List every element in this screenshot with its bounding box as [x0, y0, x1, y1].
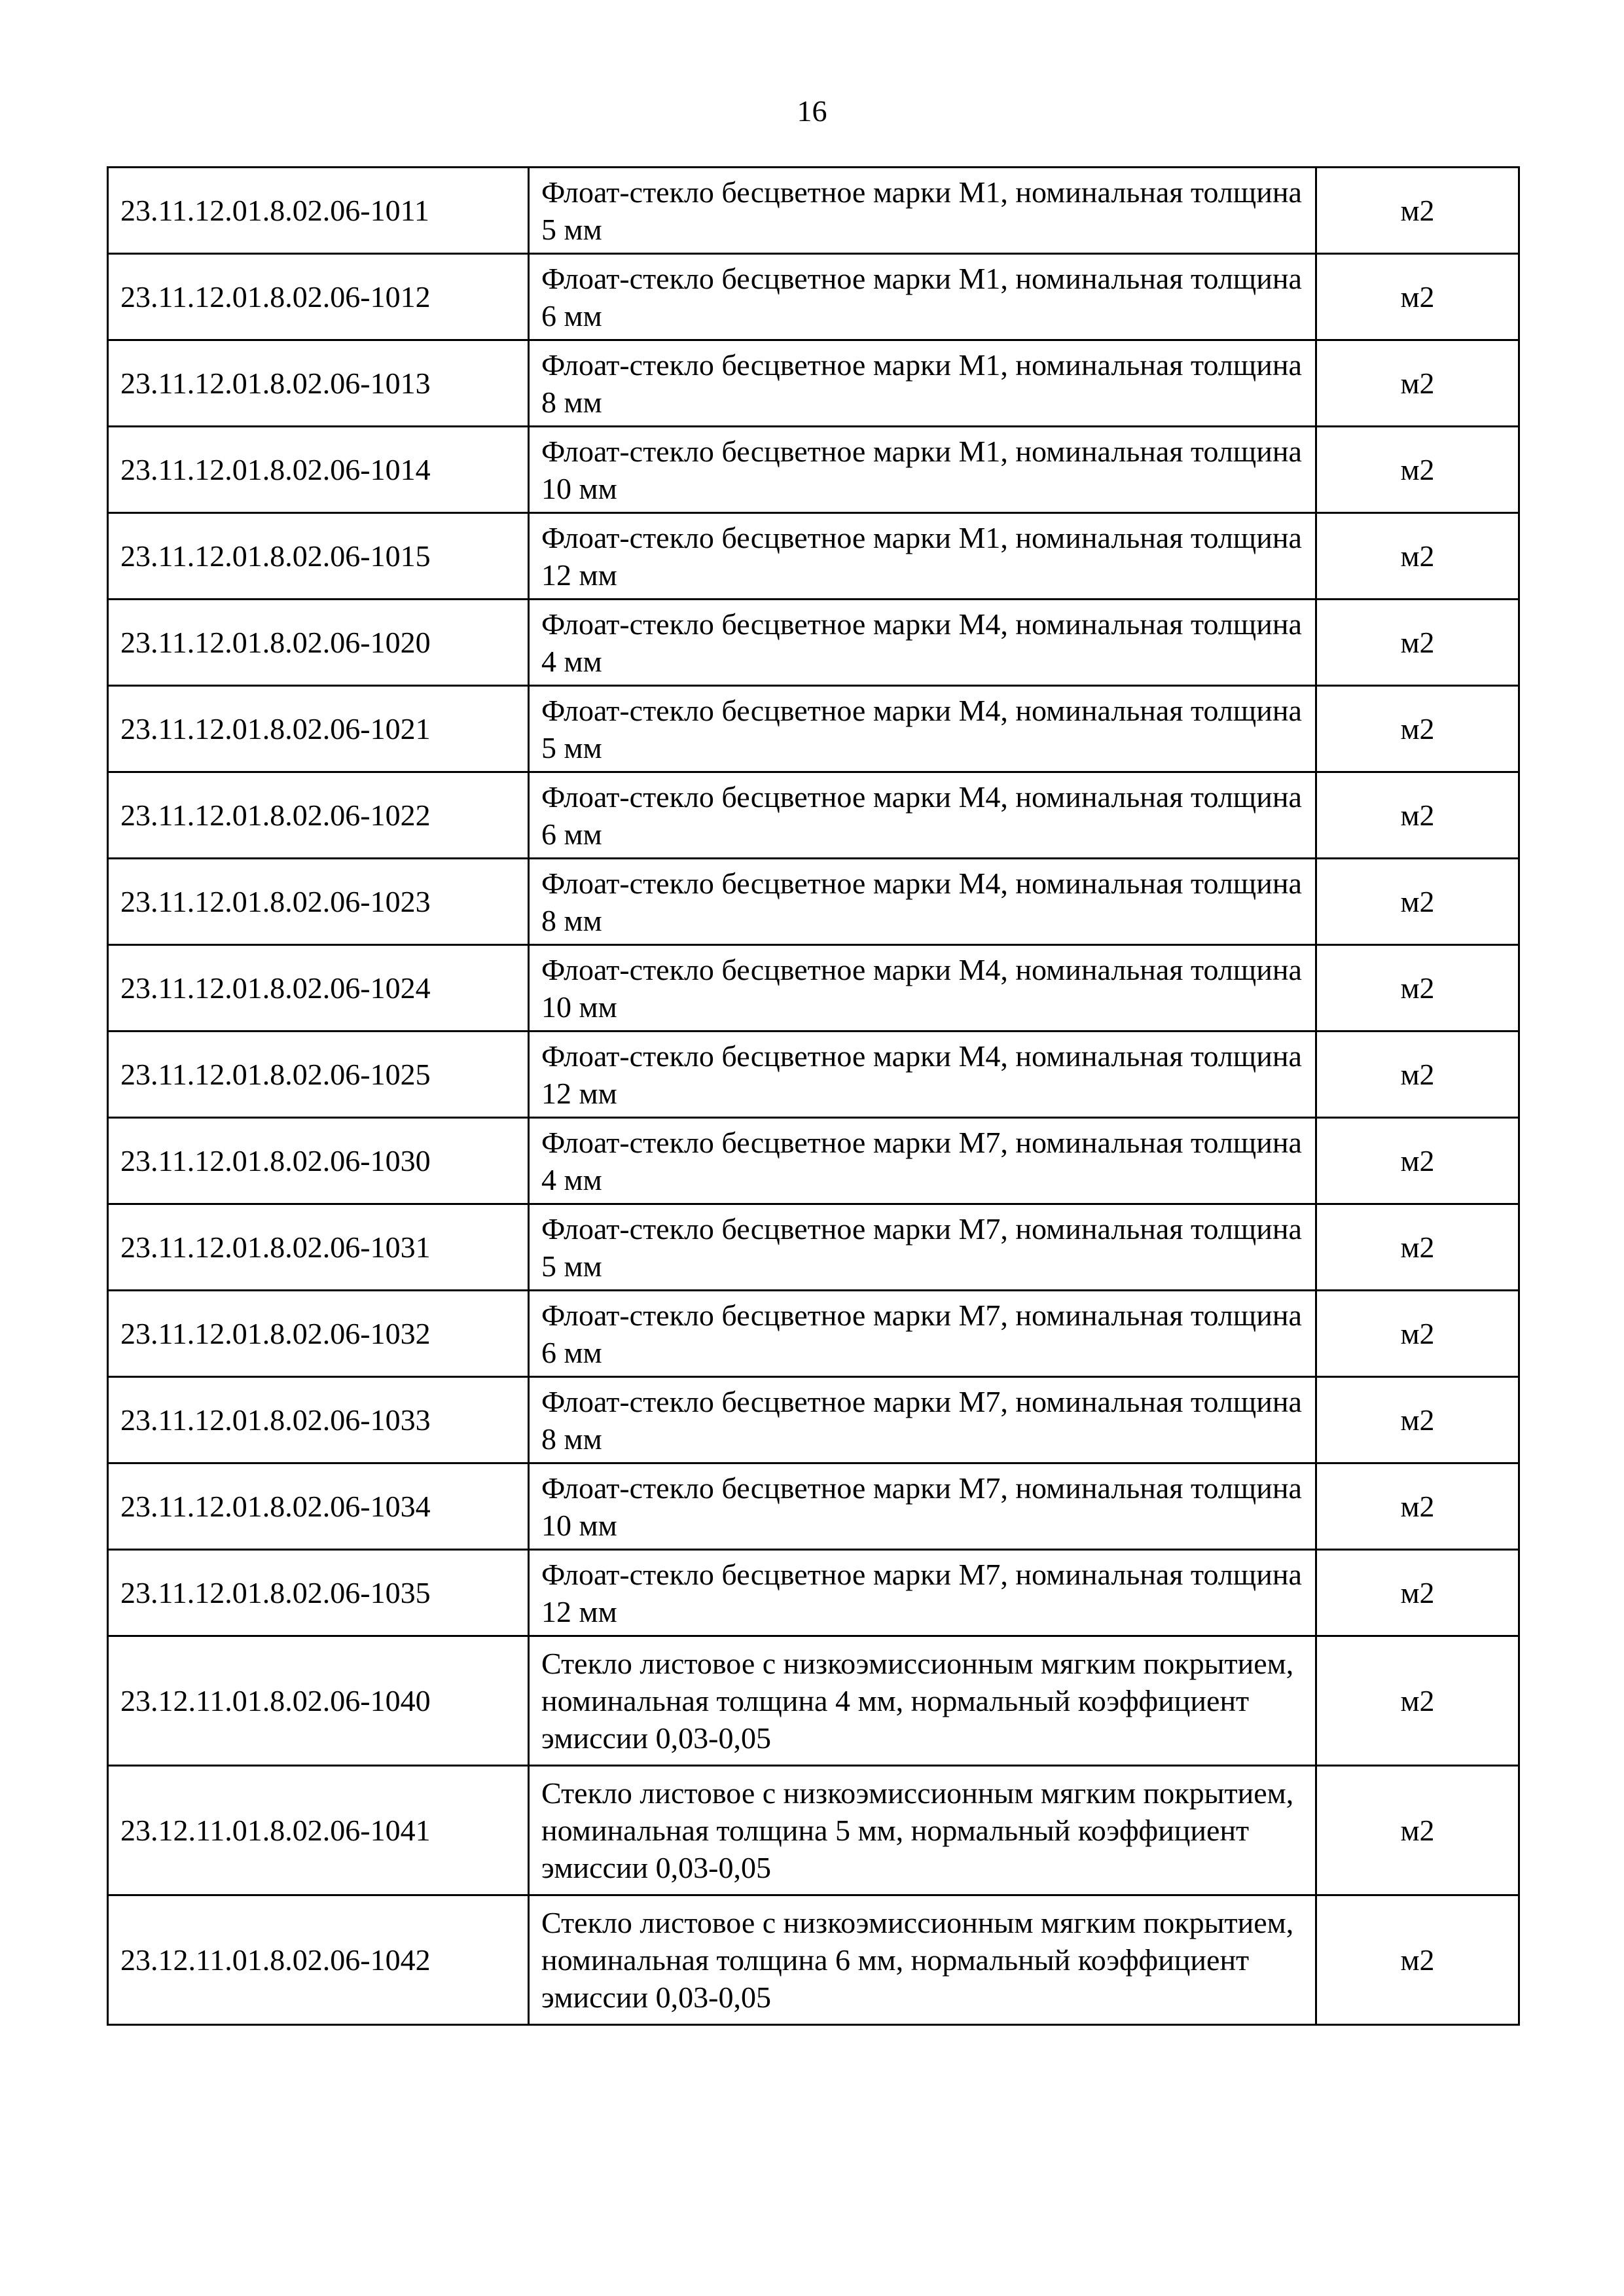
resource-name: Флоат-стекло бесцветное марки М7, номинальная толщина 10 мм [529, 1463, 1316, 1550]
resource-code: 23.11.12.01.8.02.06-1014 [108, 427, 529, 513]
table-row [108, 1550, 1519, 1636]
resource-name: Стекло листовое с низкоэмиссионным мягким покрытием, номинальная толщина 6 мм, нормальный коэффициент эмиссии 0,03-0,05 [529, 1895, 1316, 2025]
resource-code: 23.11.12.01.8.02.06-1034 [108, 1463, 529, 1550]
resource-code: 23.11.12.01.8.02.06-1012 [108, 254, 529, 340]
unit-of-measure: м2 [1316, 1204, 1519, 1291]
resource-name: Флоат-стекло бесцветное марки М7, номинальная толщина 5 мм [529, 1204, 1316, 1291]
resource-name: Флоат-стекло бесцветное марки М4, номинальная толщина 10 мм [529, 945, 1316, 1031]
unit-of-measure: м2 [1316, 772, 1519, 859]
resource-name: Флоат-стекло бесцветное марки М7, номинальная толщина 4 мм [529, 1118, 1316, 1204]
resource-name: Флоат-стекло бесцветное марки М4, номинальная толщина 6 мм [529, 772, 1316, 859]
resource-name: Флоат-стекло бесцветное марки М4, номинальная толщина 5 мм [529, 686, 1316, 772]
resource-code: 23.12.11.01.8.02.06-1040 [108, 1636, 529, 1766]
page-number: 16 [797, 94, 827, 128]
resource-name: Флоат-стекло бесцветное марки М4, номинальная толщина 12 мм [529, 1031, 1316, 1118]
unit-of-measure: м2 [1316, 1550, 1519, 1636]
table-row [108, 1766, 1519, 1895]
table-row [108, 1377, 1519, 1463]
resource-code: 23.11.12.01.8.02.06-1025 [108, 1031, 529, 1118]
resource-name: Флоат-стекло бесцветное марки М7, номинальная толщина 12 мм [529, 1550, 1316, 1636]
table-row [108, 1636, 1519, 1766]
table-row [108, 1118, 1519, 1204]
resource-code: 23.11.12.01.8.02.06-1024 [108, 945, 529, 1031]
resource-code: 23.11.12.01.8.02.06-1035 [108, 1550, 529, 1636]
table-row [108, 686, 1519, 772]
unit-of-measure: м2 [1316, 427, 1519, 513]
unit-of-measure: м2 [1316, 340, 1519, 427]
resource-name: Флоат-стекло бесцветное марки М4, номинальная толщина 4 мм [529, 600, 1316, 686]
table-row [108, 427, 1519, 513]
resource-name: Флоат-стекло бесцветное марки М1, номинальная толщина 6 мм [529, 254, 1316, 340]
table-row [108, 168, 1519, 254]
unit-of-measure: м2 [1316, 945, 1519, 1031]
unit-of-measure: м2 [1316, 1766, 1519, 1895]
table-row [108, 254, 1519, 340]
unit-of-measure: м2 [1316, 600, 1519, 686]
table-row [108, 1204, 1519, 1291]
resource-name: Флоат-стекло бесцветное марки М7, номинальная толщина 8 мм [529, 1377, 1316, 1463]
resource-code: 23.11.12.01.8.02.06-1032 [108, 1291, 529, 1377]
resource-code: 23.11.12.01.8.02.06-1020 [108, 600, 529, 686]
resource-code: 23.11.12.01.8.02.06-1023 [108, 859, 529, 945]
resource-name: Флоат-стекло бесцветное марки М1, номинальная толщина 12 мм [529, 513, 1316, 600]
resource-name: Флоат-стекло бесцветное марки М1, номинальная толщина 8 мм [529, 340, 1316, 427]
unit-of-measure: м2 [1316, 168, 1519, 254]
table-row [108, 945, 1519, 1031]
table-row [108, 600, 1519, 686]
table-row [108, 1895, 1519, 2025]
table-row [108, 513, 1519, 600]
resource-code: 23.11.12.01.8.02.06-1022 [108, 772, 529, 859]
resource-code: 23.11.12.01.8.02.06-1030 [108, 1118, 529, 1204]
table-row [108, 1031, 1519, 1118]
unit-of-measure: м2 [1316, 1031, 1519, 1118]
resource-code: 23.11.12.01.8.02.06-1021 [108, 686, 529, 772]
resource-name: Флоат-стекло бесцветное марки М1, номинальная толщина 5 мм [529, 168, 1316, 254]
resource-name: Стекло листовое с низкоэмиссионным мягким покрытием, номинальная толщина 4 мм, нормальный коэффициент эмиссии 0,03-0,05 [529, 1636, 1316, 1766]
table-row [108, 859, 1519, 945]
resource-name: Флоат-стекло бесцветное марки М4, номинальная толщина 8 мм [529, 859, 1316, 945]
resource-code: 23.11.12.01.8.02.06-1015 [108, 513, 529, 600]
resource-code: 23.12.11.01.8.02.06-1042 [108, 1895, 529, 2025]
resource-name: Флоат-стекло бесцветное марки М7, номинальная толщина 6 мм [529, 1291, 1316, 1377]
resource-name: Флоат-стекло бесцветное марки М1, номинальная толщина 10 мм [529, 427, 1316, 513]
unit-of-measure: м2 [1316, 859, 1519, 945]
unit-of-measure: м2 [1316, 686, 1519, 772]
resource-code: 23.11.12.01.8.02.06-1013 [108, 340, 529, 427]
unit-of-measure: м2 [1316, 1895, 1519, 2025]
unit-of-measure: м2 [1316, 513, 1519, 600]
unit-of-measure: м2 [1316, 1463, 1519, 1550]
table-row [108, 340, 1519, 427]
unit-of-measure: м2 [1316, 1291, 1519, 1377]
table-row [108, 1463, 1519, 1550]
resource-code: 23.11.12.01.8.02.06-1011 [108, 168, 529, 254]
resource-name: Стекло листовое с низкоэмиссионным мягким покрытием, номинальная толщина 5 мм, нормальный коэффициент эмиссии 0,03-0,05 [529, 1766, 1316, 1895]
unit-of-measure: м2 [1316, 1377, 1519, 1463]
table-row [108, 772, 1519, 859]
unit-of-measure: м2 [1316, 1636, 1519, 1766]
unit-of-measure: м2 [1316, 1118, 1519, 1204]
resource-code: 23.11.12.01.8.02.06-1033 [108, 1377, 529, 1463]
resource-code: 23.11.12.01.8.02.06-1031 [108, 1204, 529, 1291]
resource-code: 23.12.11.01.8.02.06-1041 [108, 1766, 529, 1895]
resource-codes-table [107, 166, 1520, 2026]
unit-of-measure: м2 [1316, 254, 1519, 340]
table-row [108, 1291, 1519, 1377]
